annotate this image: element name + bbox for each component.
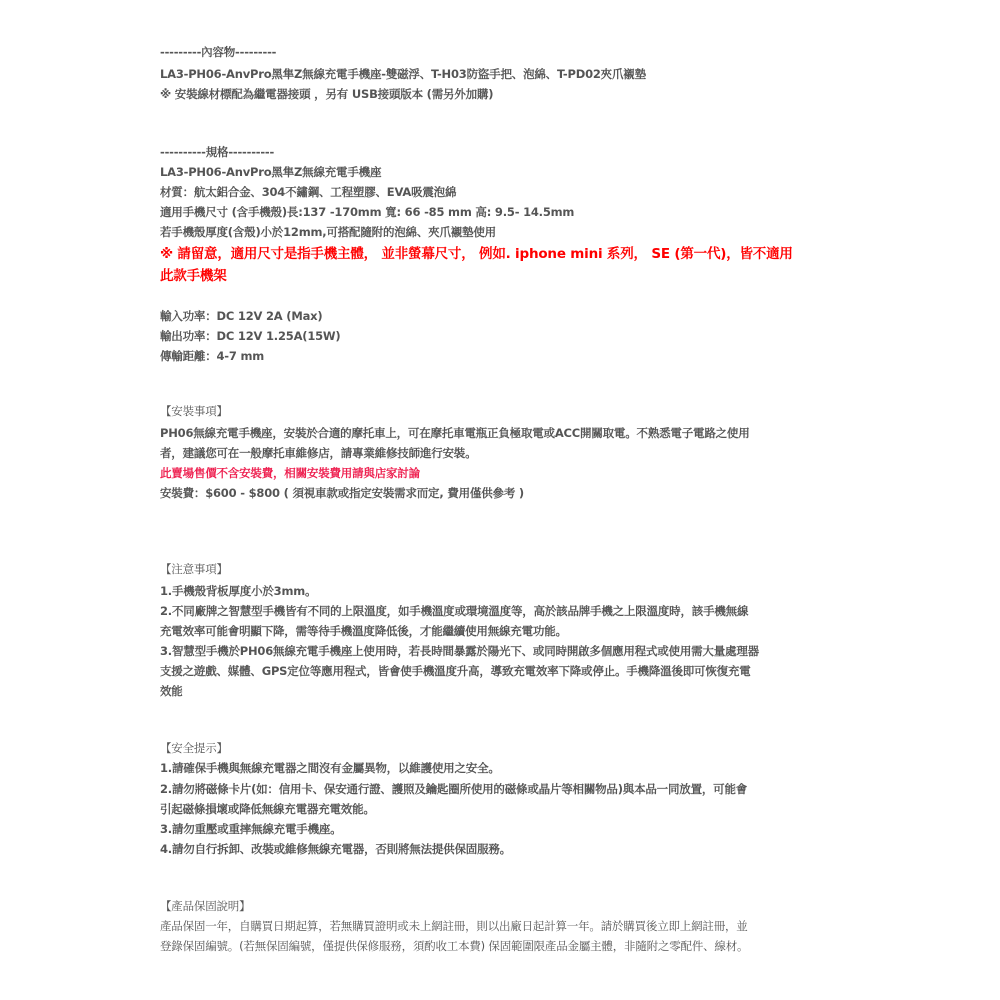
spec-thickness: 若手機殼厚度(含殼)小於12mm,可搭配隨附的泡綿、夾爪襯墊使用 — [160, 225, 496, 239]
caution-line: 效能 — [160, 684, 183, 698]
warranty-heading: 【產品保固說明】 — [160, 899, 251, 913]
contents-note: ※ 安裝線材標配為繼電器接頭 ，另有 USB接頭版本 (需另外加購) — [160, 87, 494, 101]
warranty-line: 登錄保固編號。(若無保固編號，僅提供保修服務，須酌收工本費) 保固範圍限產品金屬主體，非隨附之零配件、線材。 — [160, 939, 749, 953]
spec-size: 適用手機尺寸 (含手機殼)長:137 -170mm 寬: 66 -85 mm 高: 9.5- 14.5mm — [160, 205, 575, 219]
caution-line: 支援之遊戲、媒體、GPS定位等應用程式，皆會使手機溫度升高，導致充電效率下降或停止。手機降溫後即可恢復充電 — [160, 664, 751, 678]
warranty-line: 產品保固一年，自購買日期起算，若無購買證明或未上網註冊，則以出廠日起計算一年。請於購買後立即上網註冊，並 — [160, 919, 748, 933]
safety-line: 1.請確保手機與無線充電器之間沒有金屬異物，以維護使用之安全。 — [160, 761, 500, 775]
spec-warning-cont: 此款手機架 — [160, 268, 227, 284]
safety-line: 2.請勿將磁條卡片(如：信用卡、保安通行證、護照及鑰匙圈所使用的磁條或晶片等相關物品)與本品一同放置，可能會 — [160, 782, 748, 796]
caution-line: 2.不同廠牌之智慧型手機皆有不同的上限溫度，如手機溫度或環境溫度等，高於該品牌手機之上限溫度時，該手機無線 — [160, 604, 749, 618]
spec-input: 輸入功率：DC 12V 2A (Max) — [160, 309, 323, 323]
safety-line: 4.請勿自行拆卸、改裝或維修無線充電器，否則將無法提供保固服務。 — [160, 842, 511, 856]
spec-model: LA3-PH06-AnvPro黑隼Z無線充電手機座 — [160, 165, 382, 179]
caution-line: 1.手機殼背板厚度小於3mm。 — [160, 584, 317, 598]
spec-material: 材質：航太鋁合金、304不鏽鋼、工程塑膠、EVA吸震泡綿 — [160, 185, 457, 199]
spec-distance: 傳輸距離：4-7 mm — [160, 349, 265, 363]
install-line: 者，建議您可在一般摩托車維修店，請專業維修技師進行安裝。 — [160, 446, 477, 460]
safety-line: 3.請勿重壓或重摔無線充電手機座。 — [160, 822, 342, 836]
cautions-heading: 【注意事項】 — [160, 562, 228, 576]
spec-heading: ----------規格---------- — [160, 145, 275, 159]
safety-line: 引起磁條損壞或降低無線充電器充電效能。 — [160, 802, 375, 816]
install-notice: 此賣場售價不含安裝費，相關安裝費用請與店家討論 — [160, 466, 420, 480]
contents-heading: ---------內容物--------- — [160, 45, 277, 59]
caution-line: 3.智慧型手機於PH06無線充電手機座上使用時，若長時間暴露於陽光下、或同時開啟多個應用程式或使用需大量處理器 — [160, 644, 759, 658]
install-line: PH06無線充電手機座，安裝於合適的摩托車上，可在摩托車電瓶正負極取電或ACC開關取電。不熟悉電子電路之使用 — [160, 426, 750, 440]
install-fee: 安裝費：$600 - $800 ( 須視車款或指定安裝需求而定, 費用僅供參考 ) — [160, 486, 524, 500]
safety-heading: 【安全提示】 — [160, 741, 228, 755]
contents-line: LA3-PH06-AnvPro黑隼Z無線充電手機座-雙磁浮、T-H03防盜手把、泡綿、T-PD02夾爪襯墊 — [160, 67, 646, 81]
install-heading: 【安裝事項】 — [160, 404, 228, 418]
caution-line: 充電效率可能會明顯下降，需等待手機溫度降低後，才能繼續使用無線充電功能。 — [160, 624, 567, 638]
spec-output: 輸出功率：DC 12V 1.25A(15W) — [160, 329, 341, 343]
spec-warning: ※ 請留意，適用尺寸是指手機主體， 並非螢幕尺寸， 例如. iphone mini 系列， SE (第一代)，皆不適用 — [160, 246, 793, 262]
